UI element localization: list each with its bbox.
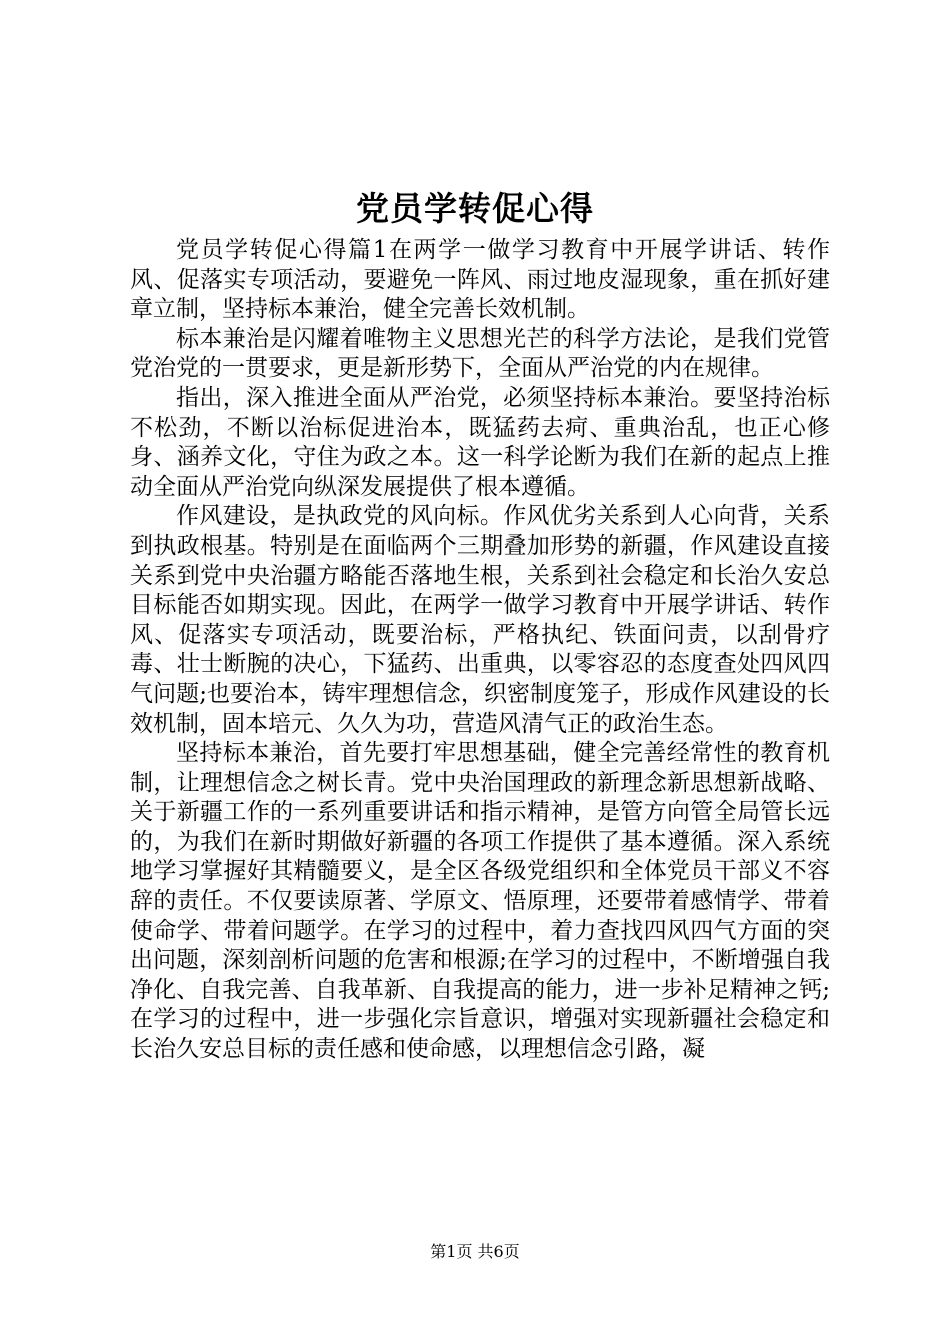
paragraph: 作风建设，是执政党的风向标。作风优劣关系到人心向背，关系到执政根基。特别是在面临两个三期叠加形势的新疆，作风建设直接关系到党中央治疆方略能否落地生根，关系到社会稳定和长治久安总目标能否如期实现。因此，在两学一做学习教育中开展学讲话、转作风、促落实专项活动，既要治标，严格执纪、铁面问责，以刮骨疗毒、壮士断腕的决心，下猛药、出重典，以零容忍的态度查处四风四气问题;也要治本，铸牢理想信念，织密制度笼子，形成作风建设的长效机制，固本培元、久久为功，营造风清气正的政治生态。 <box>130 503 830 737</box>
document-body <box>130 236 830 1065</box>
paragraph: 党员学转促心得篇1在两学一做学习教育中开展学讲话、转作风、促落实专项活动，要避免一阵风、雨过地皮湿现象，重在抓好建章立制，坚持标本兼治，健全完善长效机制。 <box>130 237 830 323</box>
page-number-footer: 第1页 共6页 <box>430 1242 520 1261</box>
document-title: 党员学转促心得 <box>356 189 594 228</box>
paragraph: 坚持标本兼治，首先要打牢思想基础，健全完善经常性的教育机制，让理想信念之树长青。党中央治国理政的新理念新思想新战略、关于新疆工作的一系列重要讲话和指示精神，是管方向管全局管长远的，为我们在新时期做好新疆的各项工作提供了基本遵循。深入系统地学习掌握好其精髓要义，是全区各级党组织和全体党员干部义不容辞的责任。不仅要读原著、学原文、悟原理，还要带着感情学、带着使命学、带着问题学。在学习的过程中，着力查找四风四气方面的突出问题，深刻剖析问题的危害和根源;在学习的过程中，不断增强自我净化、自我完善、自我革新、自我提高的能力，进一步补足精神之钙;在学习的过程中，进一步强化宗旨意识，增强对实现新疆社会稳定和长治久安总目标的责任感和使命感，以理想信念引路，凝 <box>130 740 830 1063</box>
paragraph: 指出，深入推进全面从严治党，必须坚持标本兼治。要坚持治标不松劲，不断以治标促进治本，既猛药去疴、重典治乱，也正心修身、涵养文化，守住为政之本。这一科学论断为我们在新的起点上推动全面从严治党向纵深发展提供了根本遵循。 <box>130 384 830 500</box>
paragraph: 标本兼治是闪耀着唯物主义思想光芒的科学方法论，是我们党管党治党的一贯要求，更是新形势下，全面从严治党的内在规律。 <box>130 325 830 382</box>
